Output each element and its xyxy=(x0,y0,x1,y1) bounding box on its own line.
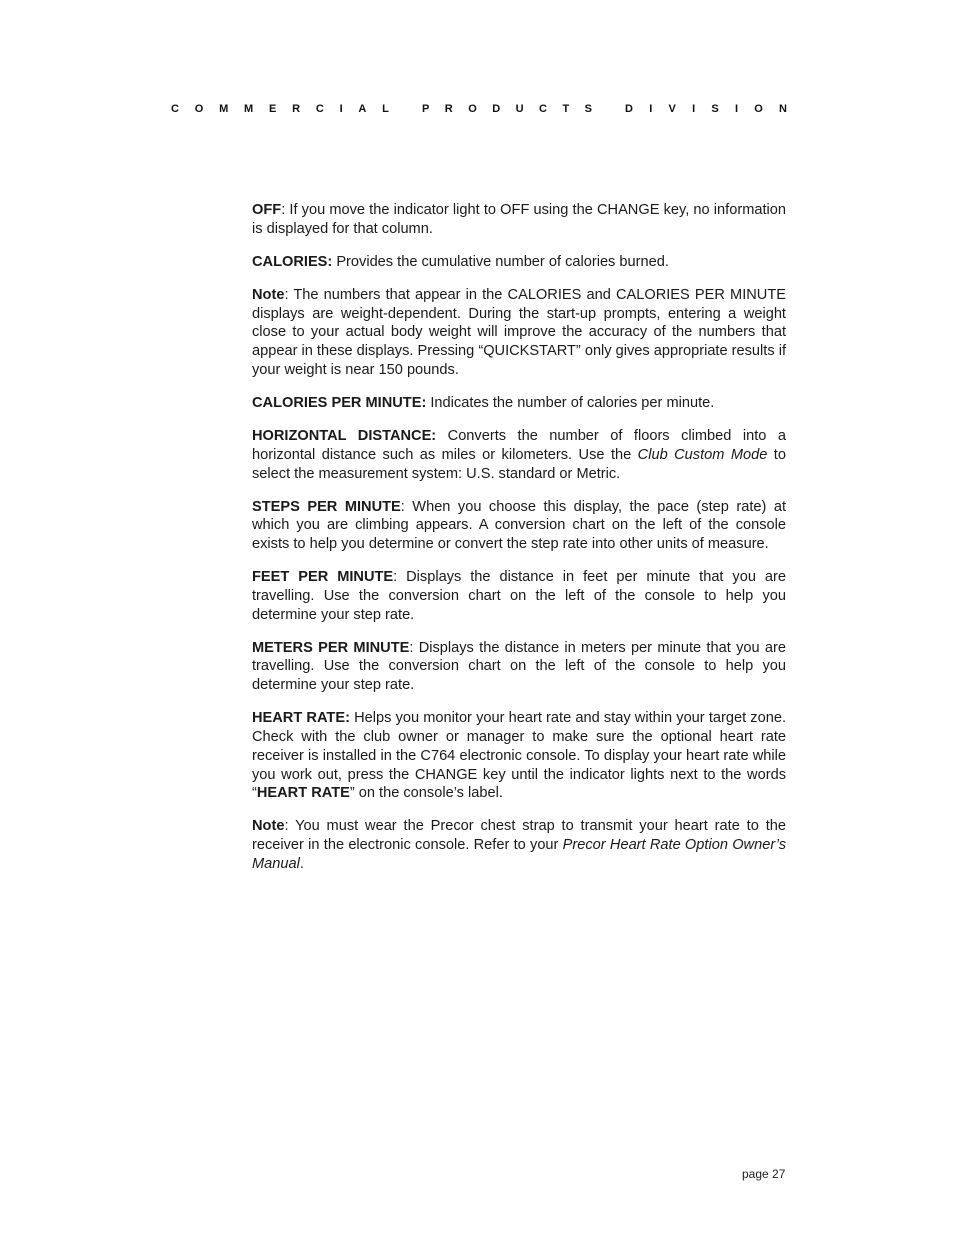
desc-meters-per-minute: : Displays the distance in meters per minute that you are travelling. Use the conversion chart on the left of the console to help you determine your step rate. xyxy=(252,639,786,694)
header-word-products xyxy=(422,103,592,115)
header-letter: M xyxy=(244,103,254,115)
term-meters-per-minute: METERS PER MINUTE xyxy=(252,639,410,656)
desc-steps-per-minute: : When you choose this display, the pace (step rate) at which you are climbing appears. A conversion chart on the left of the console exists to help you determine or convert the step rate into other units of measure. xyxy=(252,498,786,553)
desc-note-2-b: . xyxy=(299,856,304,872)
desc-calories: Provides the cumulative number of calories burned. xyxy=(332,253,669,270)
header-letter: A xyxy=(358,103,367,115)
desc-calories-per-minute: Indicates the number of calories per minute. xyxy=(426,394,715,411)
header-letter: E xyxy=(268,103,277,115)
header-letter: I xyxy=(692,103,696,115)
header-letter: V xyxy=(668,103,676,115)
header-letter: D xyxy=(492,103,501,115)
header-word-commercial xyxy=(171,103,389,115)
term-calories-per-minute: CALORIES PER MINUTE: xyxy=(252,394,427,411)
header-letter: T xyxy=(562,103,570,115)
term-off: OFF xyxy=(252,202,282,218)
desc-note-2-a: : You must wear the Precor chest strap to transmit your heart rate to the receiver in the electronic console. Refer to your xyxy=(252,818,786,854)
paragraph-calories xyxy=(252,253,786,272)
body-text xyxy=(252,201,786,888)
header-letter: N xyxy=(779,103,787,115)
header-letter: O xyxy=(468,103,477,115)
desc-note-1: : The numbers that appear in the CALORIES and CALORIES PER MINUTE displays are weight-dependent. During the start-up prompts, entering a weight close to your actual body weight will improve the accuracy of the numbers that appear in these displays. Pressing “QUICKSTART” only gives appropriate results if your weight is near 150 pounds. xyxy=(252,286,786,378)
desc-heart-rate-a: Helps you monitor your heart rate and stay within your target zone. Check with the club owner or manager to make sure the optional heart rate receiver is installed in the C764 electronic console. To display your heart rate while you work out, press the CHANGE key until the indicator lights next to the words “ xyxy=(252,710,786,802)
paragraph-horizontal-distance xyxy=(252,427,786,483)
desc-off: : If you move the indicator light to OFF using the CHANGE key, no information is displayed for that column. xyxy=(252,202,786,237)
paragraph-steps-per-minute xyxy=(252,498,786,554)
paragraph-note-chest-strap xyxy=(252,817,786,873)
header-letter: C xyxy=(539,103,547,115)
term-note-1: Note xyxy=(252,286,285,303)
paragraph-meters-per-minute xyxy=(252,639,786,695)
term-steps-per-minute: STEPS PER MINUTE xyxy=(252,498,401,515)
header-letter: S xyxy=(584,103,592,115)
paragraph-calories-per-minute xyxy=(252,394,786,413)
header-word-division xyxy=(625,103,787,115)
paragraph-off xyxy=(252,201,786,239)
desc-horizontal-distance-a: Converts the number of floors climbed into a horizontal distance such as miles or kilometers. Use the xyxy=(252,427,786,463)
header-letter: D xyxy=(625,103,633,115)
desc-heart-rate-b: ” on the console’s label. xyxy=(349,785,503,802)
heart-rate-label-ref: HEART RATE xyxy=(256,785,350,802)
header-letter: I xyxy=(339,103,343,115)
page-number: page 27 xyxy=(742,1167,786,1181)
header-letter: R xyxy=(292,103,301,115)
club-custom-mode-ref: Club Custom Mode xyxy=(637,446,768,463)
header-letter: I xyxy=(649,103,653,115)
header-letter: C xyxy=(171,103,179,115)
running-header xyxy=(171,103,787,115)
manual-title-ref: Precor Heart Rate Option Owner’s Manual xyxy=(252,837,786,872)
term-feet-per-minute: FEET PER MINUTE xyxy=(252,569,394,586)
term-horizontal-distance: HORIZONTAL DISTANCE: xyxy=(252,427,437,444)
header-letter: S xyxy=(711,103,719,115)
header-letter: C xyxy=(315,103,324,115)
paragraph-note-weight xyxy=(252,286,786,380)
desc-feet-per-minute: : Displays the distance in feet per minute that you are travelling. Use the conversion chart on the left of the console to help you determine your step rate. xyxy=(252,569,786,623)
paragraph-heart-rate xyxy=(252,709,786,803)
term-note-2: Note xyxy=(252,818,285,835)
header-letter: P xyxy=(422,103,430,115)
header-letter: O xyxy=(754,103,763,115)
desc-horizontal-distance-b: to select the measurement system: U.S. standard or Metric. xyxy=(252,446,786,482)
header-letter: M xyxy=(219,103,229,115)
header-letter: U xyxy=(515,103,524,115)
term-calories: CALORIES: xyxy=(252,253,333,270)
header-letter: O xyxy=(194,103,204,115)
paragraph-feet-per-minute xyxy=(252,568,786,624)
header-letter: R xyxy=(444,103,453,115)
term-heart-rate: HEART RATE: xyxy=(252,710,350,727)
header-letter: I xyxy=(734,103,738,115)
header-letter: L xyxy=(382,103,389,115)
